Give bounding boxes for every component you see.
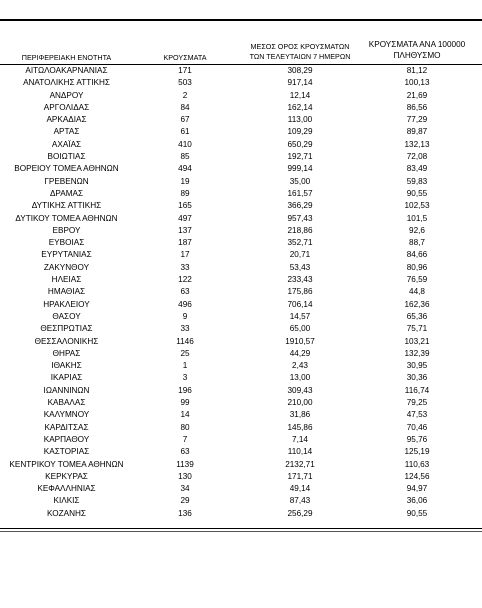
cell-rate: 83,49 (406, 164, 428, 174)
table-row (0, 348, 482, 360)
cell-cases: 196 (178, 385, 192, 395)
cell-avg: 1910,57 (285, 336, 315, 346)
cell-cases: 34 (180, 484, 190, 494)
cell-region: ΕΥΡΥΤΑΝΙΑΣ (41, 250, 92, 260)
cell-rate: 94,97 (406, 484, 428, 494)
cell-cases: 171 (178, 66, 192, 75)
cell-cases: 99 (180, 398, 190, 408)
table-row (0, 139, 482, 151)
cell-avg: 12,14 (289, 90, 311, 100)
cell-region: ΚΑΛΥΜΝΟΥ (43, 410, 90, 420)
table-row (0, 274, 482, 286)
cell-rate: 59,83 (406, 176, 428, 186)
cell-cases: 61 (180, 127, 190, 137)
cell-region: ΑΝΔΡΟΥ (49, 90, 84, 100)
cell-cases: 122 (178, 275, 192, 285)
cell-cases: 67 (180, 115, 190, 125)
cell-cases: 33 (180, 324, 190, 334)
cell-region: ΑΡΤΑΣ (53, 127, 80, 137)
cell-avg: 53,43 (289, 262, 311, 272)
cell-avg: 309,43 (287, 385, 313, 395)
cell-avg: 2132,71 (285, 459, 315, 469)
table-row (0, 336, 482, 348)
cell-region: ΙΩΑΝΝΙΝΩΝ (43, 385, 90, 395)
cell-rate: 44,8 (409, 287, 425, 297)
table-row (0, 200, 482, 212)
cell-rate: 86,56 (406, 102, 428, 112)
cell-cases: 1 (182, 361, 188, 371)
table-row (0, 77, 482, 89)
cell-rate: 75,71 (406, 324, 428, 334)
table-row (0, 262, 482, 274)
cell-cases: 187 (178, 238, 192, 248)
cell-rate: 76,59 (406, 275, 428, 285)
cell-cases: 136 (178, 508, 192, 518)
bottom-rule (0, 528, 482, 529)
cell-rate: 92,6 (409, 225, 425, 235)
cell-rate: 124,56 (404, 471, 430, 481)
cell-avg: 110,14 (287, 447, 313, 457)
header-rate-line2: ΠΛΗΘΥΣΜΟ (393, 51, 441, 60)
cell-rate: 90,55 (406, 188, 428, 198)
table-row (0, 385, 482, 397)
cell-rate: 77,29 (406, 115, 428, 125)
cell-cases: 503 (178, 78, 192, 88)
cell-avg: 14,57 (289, 311, 311, 321)
table-row (0, 434, 482, 446)
table-row (0, 225, 482, 237)
cell-region: ΘΕΣΠΡΩΤΙΑΣ (40, 324, 93, 334)
table-row (0, 323, 482, 335)
cell-avg: 233,43 (287, 275, 313, 285)
cell-cases: 1146 (176, 336, 194, 346)
cell-region: ΑΡΓΟΛΙΔΑΣ (43, 102, 90, 112)
cell-region: ΚΕΝΤΡΙΚΟΥ ΤΟΜΕΑ ΑΘΗΝΩΝ (9, 459, 124, 469)
table-row (0, 508, 482, 520)
cell-rate: 102,53 (404, 201, 430, 211)
cell-cases: 25 (180, 348, 190, 358)
cell-rate: 116,74 (404, 385, 430, 395)
cell-rate: 89,87 (406, 127, 428, 137)
cell-avg: 161,57 (287, 188, 313, 198)
table-row (0, 151, 482, 163)
cell-rate: 84,66 (406, 250, 428, 260)
cell-avg: 192,71 (287, 152, 313, 162)
cell-avg: 87,43 (289, 496, 311, 506)
cell-avg: 917,14 (287, 78, 313, 88)
cell-region: ΙΘΑΚΗΣ (51, 361, 82, 371)
cell-avg: 20,71 (289, 250, 311, 260)
table-row (0, 176, 482, 188)
cell-avg: 7,14 (292, 434, 308, 444)
cell-avg: 162,14 (287, 102, 313, 112)
cell-avg: 256,29 (287, 508, 313, 518)
table-row (0, 446, 482, 458)
table-row (0, 213, 482, 225)
table-row (0, 495, 482, 507)
cell-region: ΔΡΑΜΑΣ (49, 188, 84, 198)
cell-rate: 132,13 (404, 139, 430, 149)
cell-region: ΑΧΑΪΑΣ (51, 139, 82, 149)
cell-region: ΚΕΡΚΥΡΑΣ (45, 471, 88, 481)
header-avg-line1: ΜΕΣΟΣ ΟΡΟΣ ΚΡΟΥΣΜΑΤΩΝ (250, 42, 350, 51)
cell-rate: 162,36 (404, 299, 430, 309)
table-row (0, 360, 482, 372)
cell-avg: 308,29 (287, 66, 313, 75)
cell-rate: 21,69 (406, 90, 428, 100)
cell-region: ΚΑΡΔΙΤΣΑΣ (44, 422, 89, 432)
cell-rate: 30,95 (406, 361, 428, 371)
cell-region: ΚΑΒΑΛΑΣ (47, 398, 86, 408)
top-border (0, 19, 482, 21)
cell-avg: 352,71 (287, 238, 313, 248)
cell-rate: 132,39 (404, 348, 430, 358)
cell-avg: 31,86 (289, 410, 311, 420)
table-row (0, 163, 482, 175)
cell-rate: 110,63 (404, 459, 430, 469)
table-row (0, 237, 482, 249)
cell-region: ΗΜΑΘΙΑΣ (47, 287, 86, 297)
cell-rate: 80,96 (406, 262, 428, 272)
cell-cases: 3 (182, 373, 188, 383)
cell-avg: 706,14 (287, 299, 313, 309)
cell-avg: 218,86 (287, 225, 313, 235)
cell-avg: 2,43 (292, 361, 308, 371)
table-row (0, 311, 482, 323)
cell-avg: 210,00 (287, 398, 313, 408)
cell-region: ΚΟΖΑΝΗΣ (47, 508, 86, 518)
cell-region: ΖΑΚΥΝΘΟΥ (43, 262, 90, 272)
table-row (0, 126, 482, 138)
cell-region: ΚΙΛΚΙΣ (53, 496, 80, 506)
cell-cases: 165 (178, 201, 192, 211)
cell-rate: 103,21 (404, 336, 430, 346)
cell-cases: 130 (178, 471, 192, 481)
cell-cases: 9 (182, 311, 188, 321)
table-row (0, 409, 482, 421)
table-row (0, 114, 482, 126)
table-row (0, 188, 482, 200)
cell-rate: 88,7 (409, 238, 425, 248)
table-row (0, 372, 482, 384)
header-region: ΠΕΡΙΦΕΡΕΙΑΚΗ ΕΝΟΤΗΤΑ (21, 53, 112, 62)
table-row (0, 422, 482, 434)
table-body (0, 65, 482, 520)
header-avg-line2: ΤΩΝ ΤΕΛΕΥΤΑΙΩΝ 7 ΗΜΕΡΩΝ (249, 52, 351, 61)
cell-region: ΒΟΙΩΤΙΑΣ (47, 152, 86, 162)
cell-cases: 2 (182, 90, 188, 100)
cell-region: ΕΥΒΟΙΑΣ (48, 238, 85, 248)
header-cases: ΚΡΟΥΣΜΑΤΑ (163, 53, 207, 62)
cell-cases: 63 (180, 447, 190, 457)
cell-rate: 81,12 (406, 66, 428, 75)
table-row (0, 90, 482, 102)
cell-region: ΔΥΤΙΚΟΥ ΤΟΜΕΑ ΑΘΗΝΩΝ (15, 213, 118, 223)
table-row (0, 397, 482, 409)
cell-cases: 19 (180, 176, 190, 186)
cell-region: ΘΕΣΣΑΛΟΝΙΚΗΣ (34, 336, 99, 346)
cell-avg: 65,00 (289, 324, 311, 334)
cell-cases: 89 (180, 188, 190, 198)
cell-avg: 113,00 (287, 115, 313, 125)
cell-region: ΚΑΡΠΑΘΟΥ (43, 434, 90, 444)
cell-avg: 35,00 (289, 176, 311, 186)
cell-cases: 84 (180, 102, 190, 112)
table-row (0, 483, 482, 495)
cell-avg: 366,29 (287, 201, 313, 211)
cell-cases: 1139 (176, 459, 194, 469)
cell-region: ΗΛΕΙΑΣ (51, 275, 82, 285)
table-row (0, 249, 482, 261)
cell-region: ΓΡΕΒΕΝΩΝ (44, 176, 89, 186)
table-row (0, 459, 482, 471)
cell-rate: 36,06 (406, 496, 428, 506)
bottom-rule-double (0, 531, 482, 532)
cell-cases: 80 (180, 422, 190, 432)
cell-region: ΑΡΚΑΔΙΑΣ (46, 115, 87, 125)
cell-avg: 171,71 (287, 471, 313, 481)
cell-rate: 72,08 (406, 152, 428, 162)
cell-cases: 497 (178, 213, 192, 223)
cell-region: ΕΒΡΟΥ (52, 225, 81, 235)
cell-region: ΚΑΣΤΟΡΙΑΣ (43, 447, 90, 457)
cell-rate: 101,5 (406, 213, 428, 223)
table-row (0, 471, 482, 483)
cell-region: ΚΕΦΑΛΛΗΝΙΑΣ (37, 484, 96, 494)
cell-cases: 137 (178, 225, 192, 235)
cell-rate: 30,36 (406, 373, 428, 383)
cell-region: ΒΟΡΕΙΟΥ ΤΟΜΕΑ ΑΘΗΝΩΝ (14, 164, 119, 174)
cell-rate: 125,19 (404, 447, 430, 457)
cell-region: ΑΙΤΩΛΟΑΚΑΡΝΑΝΙΑΣ (25, 66, 108, 75)
cell-avg: 13,00 (289, 373, 311, 383)
cell-cases: 494 (178, 164, 192, 174)
header-rate-line1: ΚΡΟΥΣΜΑΤΑ ΑΝΑ 100000 (368, 40, 466, 49)
cell-avg: 650,29 (287, 139, 313, 149)
cell-region: ΘΑΣΟΥ (52, 311, 81, 321)
cell-avg: 109,29 (287, 127, 313, 137)
cell-avg: 44,29 (289, 348, 311, 358)
cell-cases: 33 (180, 262, 190, 272)
cell-region: ΘΗΡΑΣ (52, 348, 81, 358)
cell-region: ΙΚΑΡΙΑΣ (50, 373, 83, 383)
cell-avg: 175,86 (287, 287, 313, 297)
cell-rate: 100,13 (404, 78, 430, 88)
cell-cases: 63 (180, 287, 190, 297)
cell-cases: 85 (180, 152, 190, 162)
cell-rate: 79,25 (406, 398, 428, 408)
cell-region: ΗΡΑΚΛΕΙΟΥ (43, 299, 90, 309)
cell-rate: 90,55 (406, 508, 428, 518)
table-row (0, 65, 482, 77)
cell-region: ΑΝΑΤΟΛΙΚΗΣ ΑΤΤΙΚΗΣ (23, 78, 110, 88)
cell-avg: 49,14 (289, 484, 311, 494)
cell-region: ΔΥΤΙΚΗΣ ΑΤΤΙΚΗΣ (31, 201, 102, 211)
table-row (0, 102, 482, 114)
cell-cases: 7 (182, 434, 188, 444)
cell-avg: 145,86 (287, 422, 313, 432)
cell-rate: 65,36 (406, 311, 428, 321)
cell-cases: 29 (180, 496, 190, 506)
cell-rate: 47,53 (406, 410, 428, 420)
table-row (0, 299, 482, 311)
table-row (0, 286, 482, 298)
cell-avg: 999,14 (287, 164, 313, 174)
cell-avg: 957,43 (287, 213, 313, 223)
cell-rate: 95,76 (406, 434, 428, 444)
cell-cases: 496 (178, 299, 192, 309)
cell-cases: 410 (178, 139, 192, 149)
cell-rate: 70,46 (406, 422, 428, 432)
cell-cases: 17 (180, 250, 190, 260)
cell-cases: 14 (180, 410, 190, 420)
